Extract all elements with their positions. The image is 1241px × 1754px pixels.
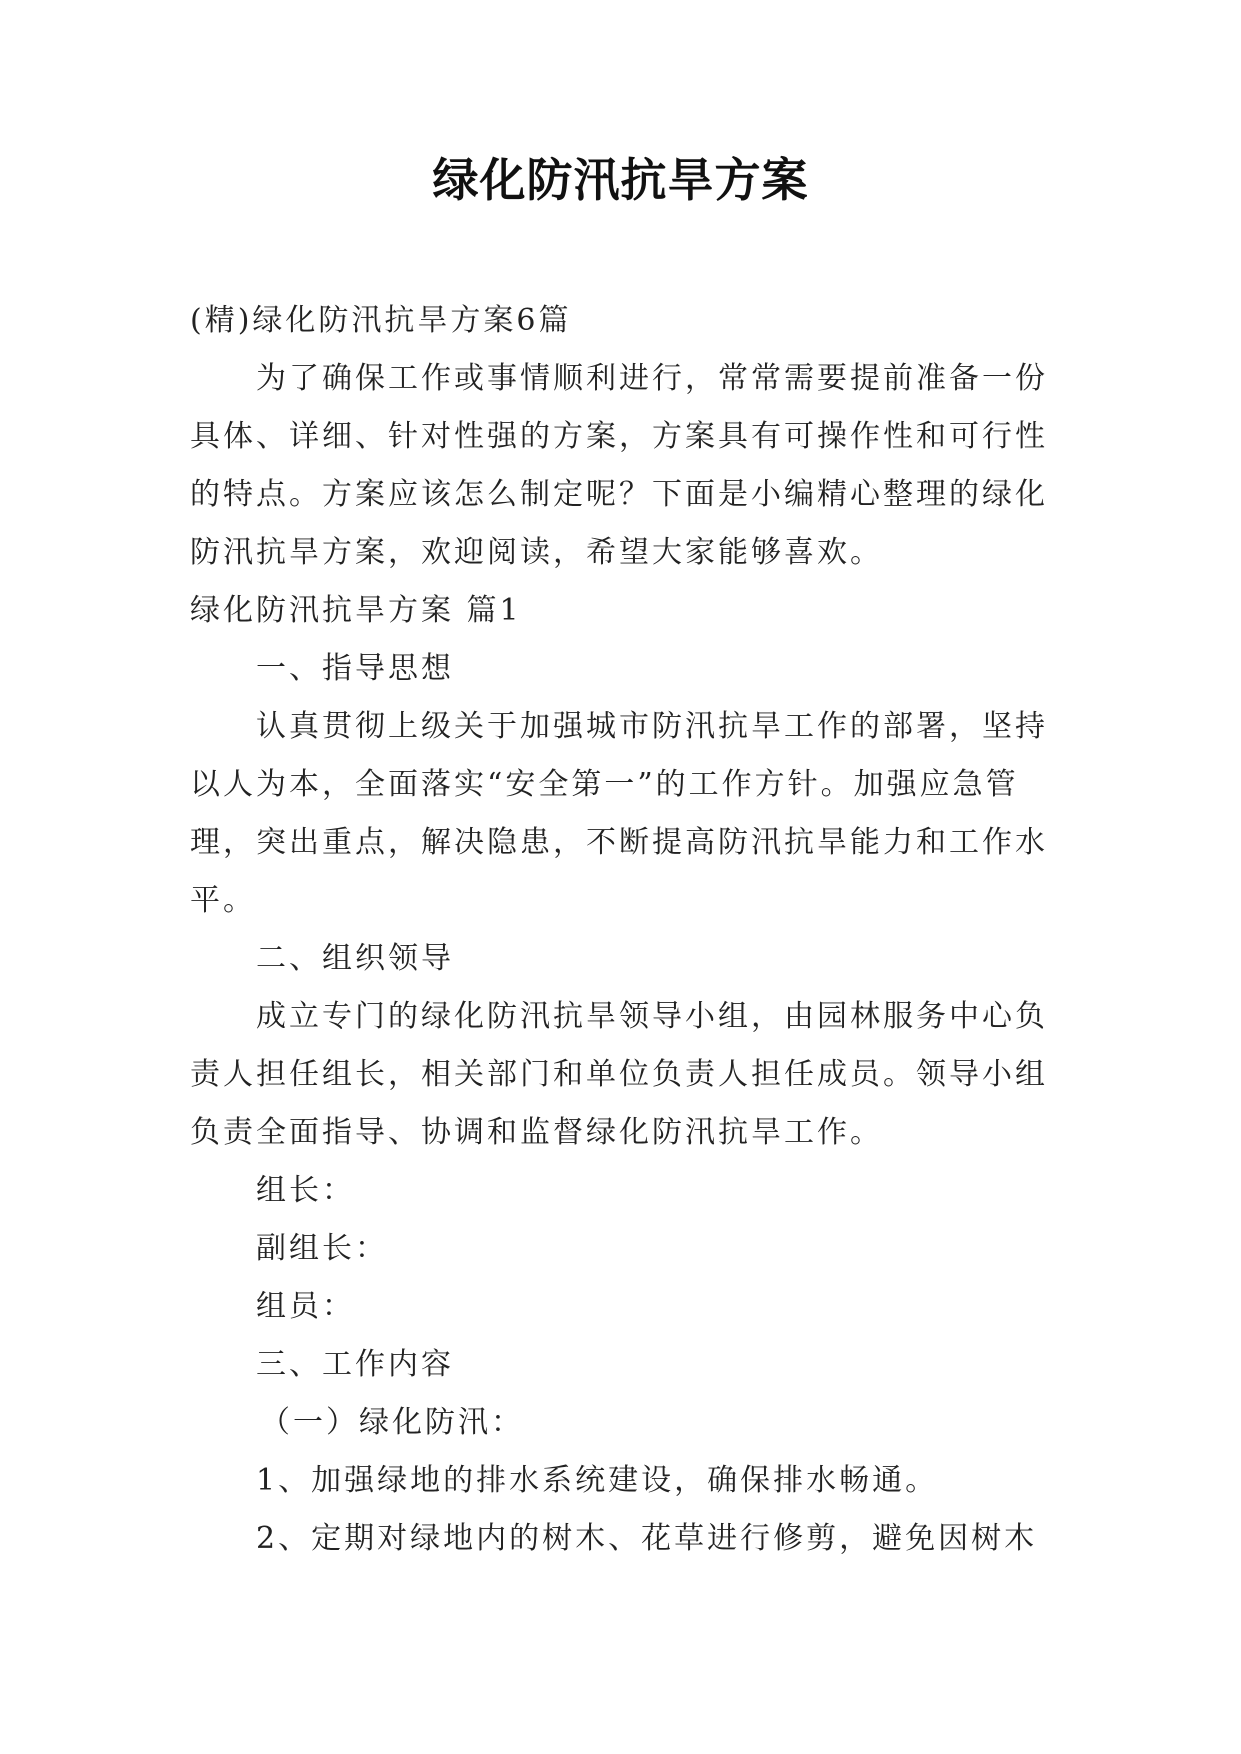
document-title: 绿化防汛抗旱方案 — [432, 153, 809, 207]
member-label: 组员： — [256, 1289, 355, 1324]
section2-paragraph: 成立专门的绿化防汛抗旱领导小组，由园林服务中心负责人担任组长，相关部门和单位负责人担任成员。领导小组负责全面指导、协调和监督绿化防汛抗旱工作。 — [190, 999, 1048, 1150]
list-item-2: 2、定期对绿地内的树木、花草进行修剪，避免因树木 — [256, 1521, 1038, 1556]
intro-paragraph: 为了确保工作或事情顺利进行，常常需要提前准备一份具体、详细、针对性强的方案，方案具有可操作性和可行性的特点。方案应该怎么制定呢？下面是小编精心整理的绿化防汛抗旱方案，欢迎阅读，希望大家能够喜欢。 — [190, 361, 1048, 570]
section3-heading: 三、工作内容 — [256, 1347, 454, 1382]
subsection1-heading: （一）绿化防汛： — [260, 1405, 524, 1440]
list-item-1: 1、加强绿地的排水系统建设，确保排水畅通。 — [256, 1463, 939, 1498]
subtitle-line: (精)绿化防汛抗旱方案6篇 — [190, 303, 572, 338]
leader-label: 组长： — [256, 1173, 355, 1208]
vice-leader-label: 副组长： — [256, 1231, 388, 1266]
section1-paragraph: 认真贯彻上级关于加强城市防汛抗旱工作的部署，坚持以人为本，全面落实“安全第一”的工作方针。加强应急管理，突出重点，解决隐患，不断提高防汛抗旱能力和工作水平。 — [190, 709, 1048, 918]
document-body — [190, 292, 1060, 1568]
section2-heading: 二、组织领导 — [256, 941, 454, 976]
part-heading: 绿化防汛抗旱方案 篇1 — [190, 593, 522, 628]
section1-heading: 一、指导思想 — [256, 651, 454, 686]
